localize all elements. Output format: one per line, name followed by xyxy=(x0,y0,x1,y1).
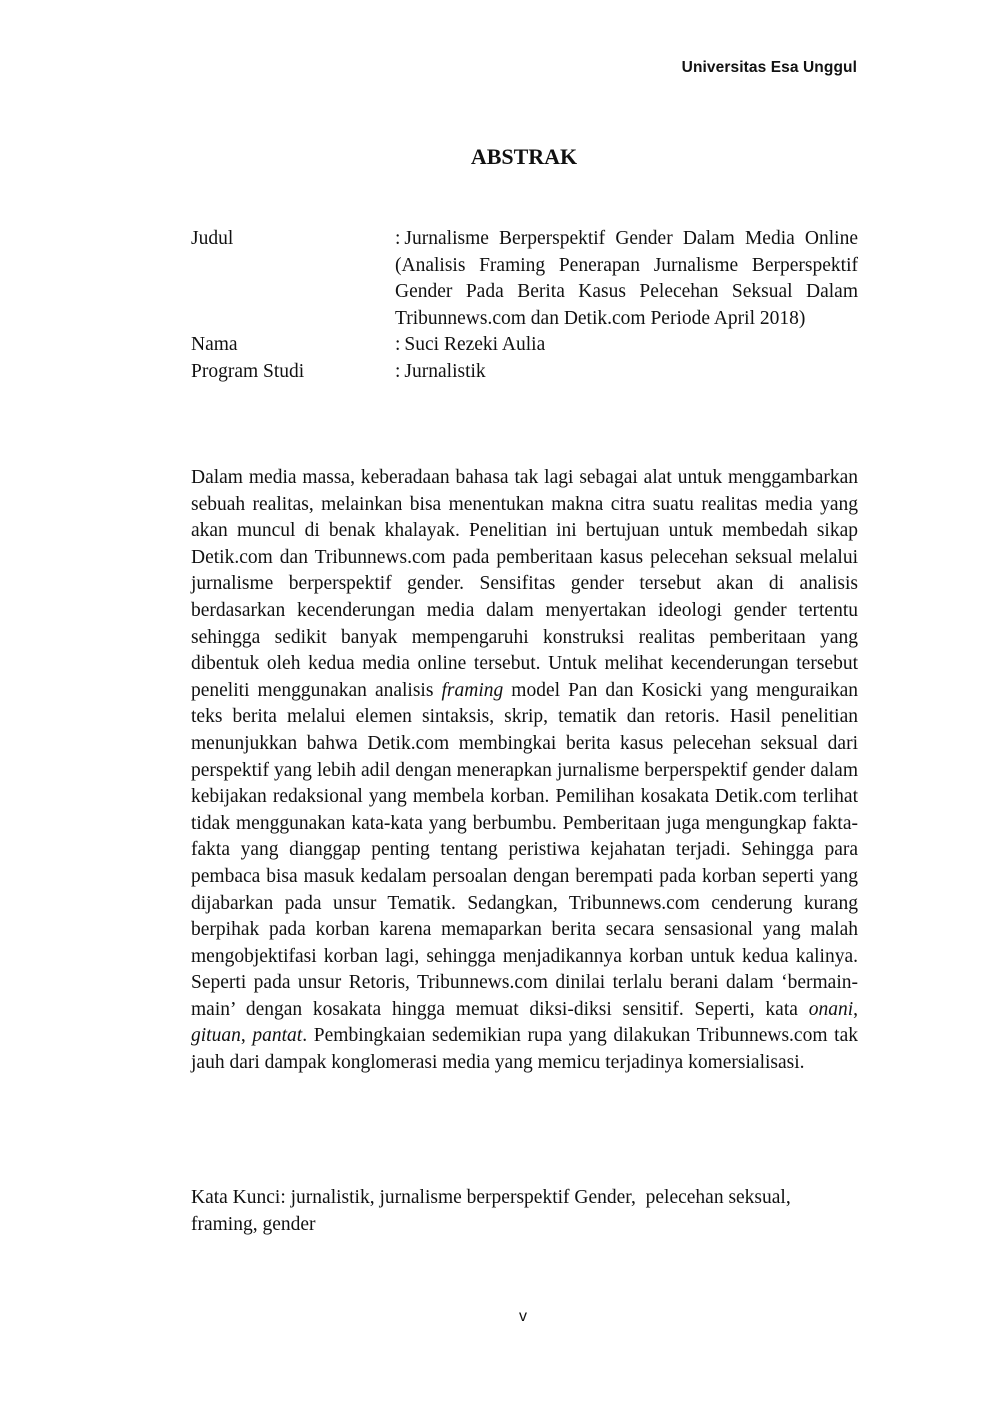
meta-row-judul xyxy=(191,226,858,332)
nama-colon: : xyxy=(395,334,401,355)
keywords-line-1: Kata Kunci: jurnalistik, jurnalisme berperspektif Gender, pelecehan seksual, xyxy=(191,1187,791,1208)
abstract-metadata xyxy=(191,226,858,385)
abstract-separator-1: , xyxy=(853,998,858,1020)
keywords-line-2: framing, gender xyxy=(191,1213,316,1235)
abstract-text-1: Dalam media massa, keberadaan bahasa tak lagi sebagai alat untuk menggambarkan sebuah realitas, melainkan bisa menentukan makna citra suatu realitas media yang akan muncul di benak khalayak. Penelitian ini bertujuan untuk membedah sikap Detik.com dan Tribunnews.com pada pemberitaan kasus pelecehan seksual melalui jurnalisme berperspektif gender. Sensifitas gender tersebut akan di analisis berdasarkan kecenderungan media dalam menyertakan ideologi gender tertentu sehingga sedikit banyak mempengaruhi konstruksi realitas pemberitaan yang dibentuk oleh kedua media online tersebut. Untuk melihat kecenderungan tersebut peneliti menggunakan analisis xyxy=(191,467,858,701)
abstract-italic-onani: onani xyxy=(808,998,854,1020)
abstract-italic-gituan: gituan xyxy=(191,1025,241,1047)
abstract-body xyxy=(191,465,858,1077)
nama-value-wrap xyxy=(395,332,858,359)
abstract-separator-2: , xyxy=(240,1025,253,1047)
abstract-italic-framing: framing xyxy=(441,679,504,701)
prodi-label: Program Studi xyxy=(191,360,305,382)
meta-row-prodi xyxy=(191,359,858,386)
judul-label: Judul xyxy=(191,228,234,249)
prodi-value-wrap xyxy=(395,359,858,386)
meta-row-nama xyxy=(191,332,858,359)
judul-value: Jurnalisme Berperspektif Gender Dalam Media Online (Analisis Framing Penerapan Jurnalisme Berperspektif Gender Pada Berita Kasus Pelecehan Seksual Dalam Tribunnews.com dan Detik.com Periode April 2018) xyxy=(395,228,858,329)
abstract-text-3: . Pembingkaian sedemikian rupa yang dilakukan Tribunnews.com tak jauh dari dampak konglomerasi media yang memicu terjadinya komersialisasi. xyxy=(191,1025,858,1074)
abstract-italic-pantat: pantat xyxy=(252,1025,303,1047)
prodi-value: Jurnalistik xyxy=(404,360,486,382)
judul-colon: : xyxy=(395,228,401,249)
institution-header: Universitas Esa Unggul xyxy=(681,59,857,76)
keywords xyxy=(191,1185,858,1238)
judul-value-wrap xyxy=(395,226,858,332)
page-number: v xyxy=(519,1308,527,1325)
page-title: ABSTRAK xyxy=(470,144,578,169)
nama-label: Nama xyxy=(191,334,238,355)
nama-value: Suci Rezeki Aulia xyxy=(404,334,546,355)
prodi-colon: : xyxy=(395,360,401,382)
abstract-text-2: model Pan dan Kosicki yang menguraikan teks berita melalui elemen sintaksis, skrip, tematik dan retoris. Hasil penelitian menunjukkan bahwa Detik.com membingkai berita kasus pelecehan seksual dari perspektif yang lebih adil dengan menerapkan jurnalisme berperspektif gender dalam kebijakan redaksional yang membela korban. Pemilihan kosakata Detik.com terlihat tidak menggunakan kata-kata yang berbumbu. Pemberitaan juga mengungkap fakta-fakta yang dianggap penting tentang peristiwa kejahatan terjadi. Sehingga para pembaca bisa masuk kedalam persoalan dengan berempati pada korban seperti yang dijabarkan pada unsur Tematik. Sedangkan, Tribunnews.com cenderung kurang berpihak pada korban karena memaparkan berita secara sensasional yang malah mengobjektifasi korban lagi, sehingga menjadikannya korban untuk kedua kalinya. Seperti pada unsur Retoris, Tribunnews.com dinilai terlalu berani dalam ‘bermain-main’ dengan kosakata hingga memuat diksi-diksi sensitif. Seperti, kata xyxy=(191,679,858,1020)
